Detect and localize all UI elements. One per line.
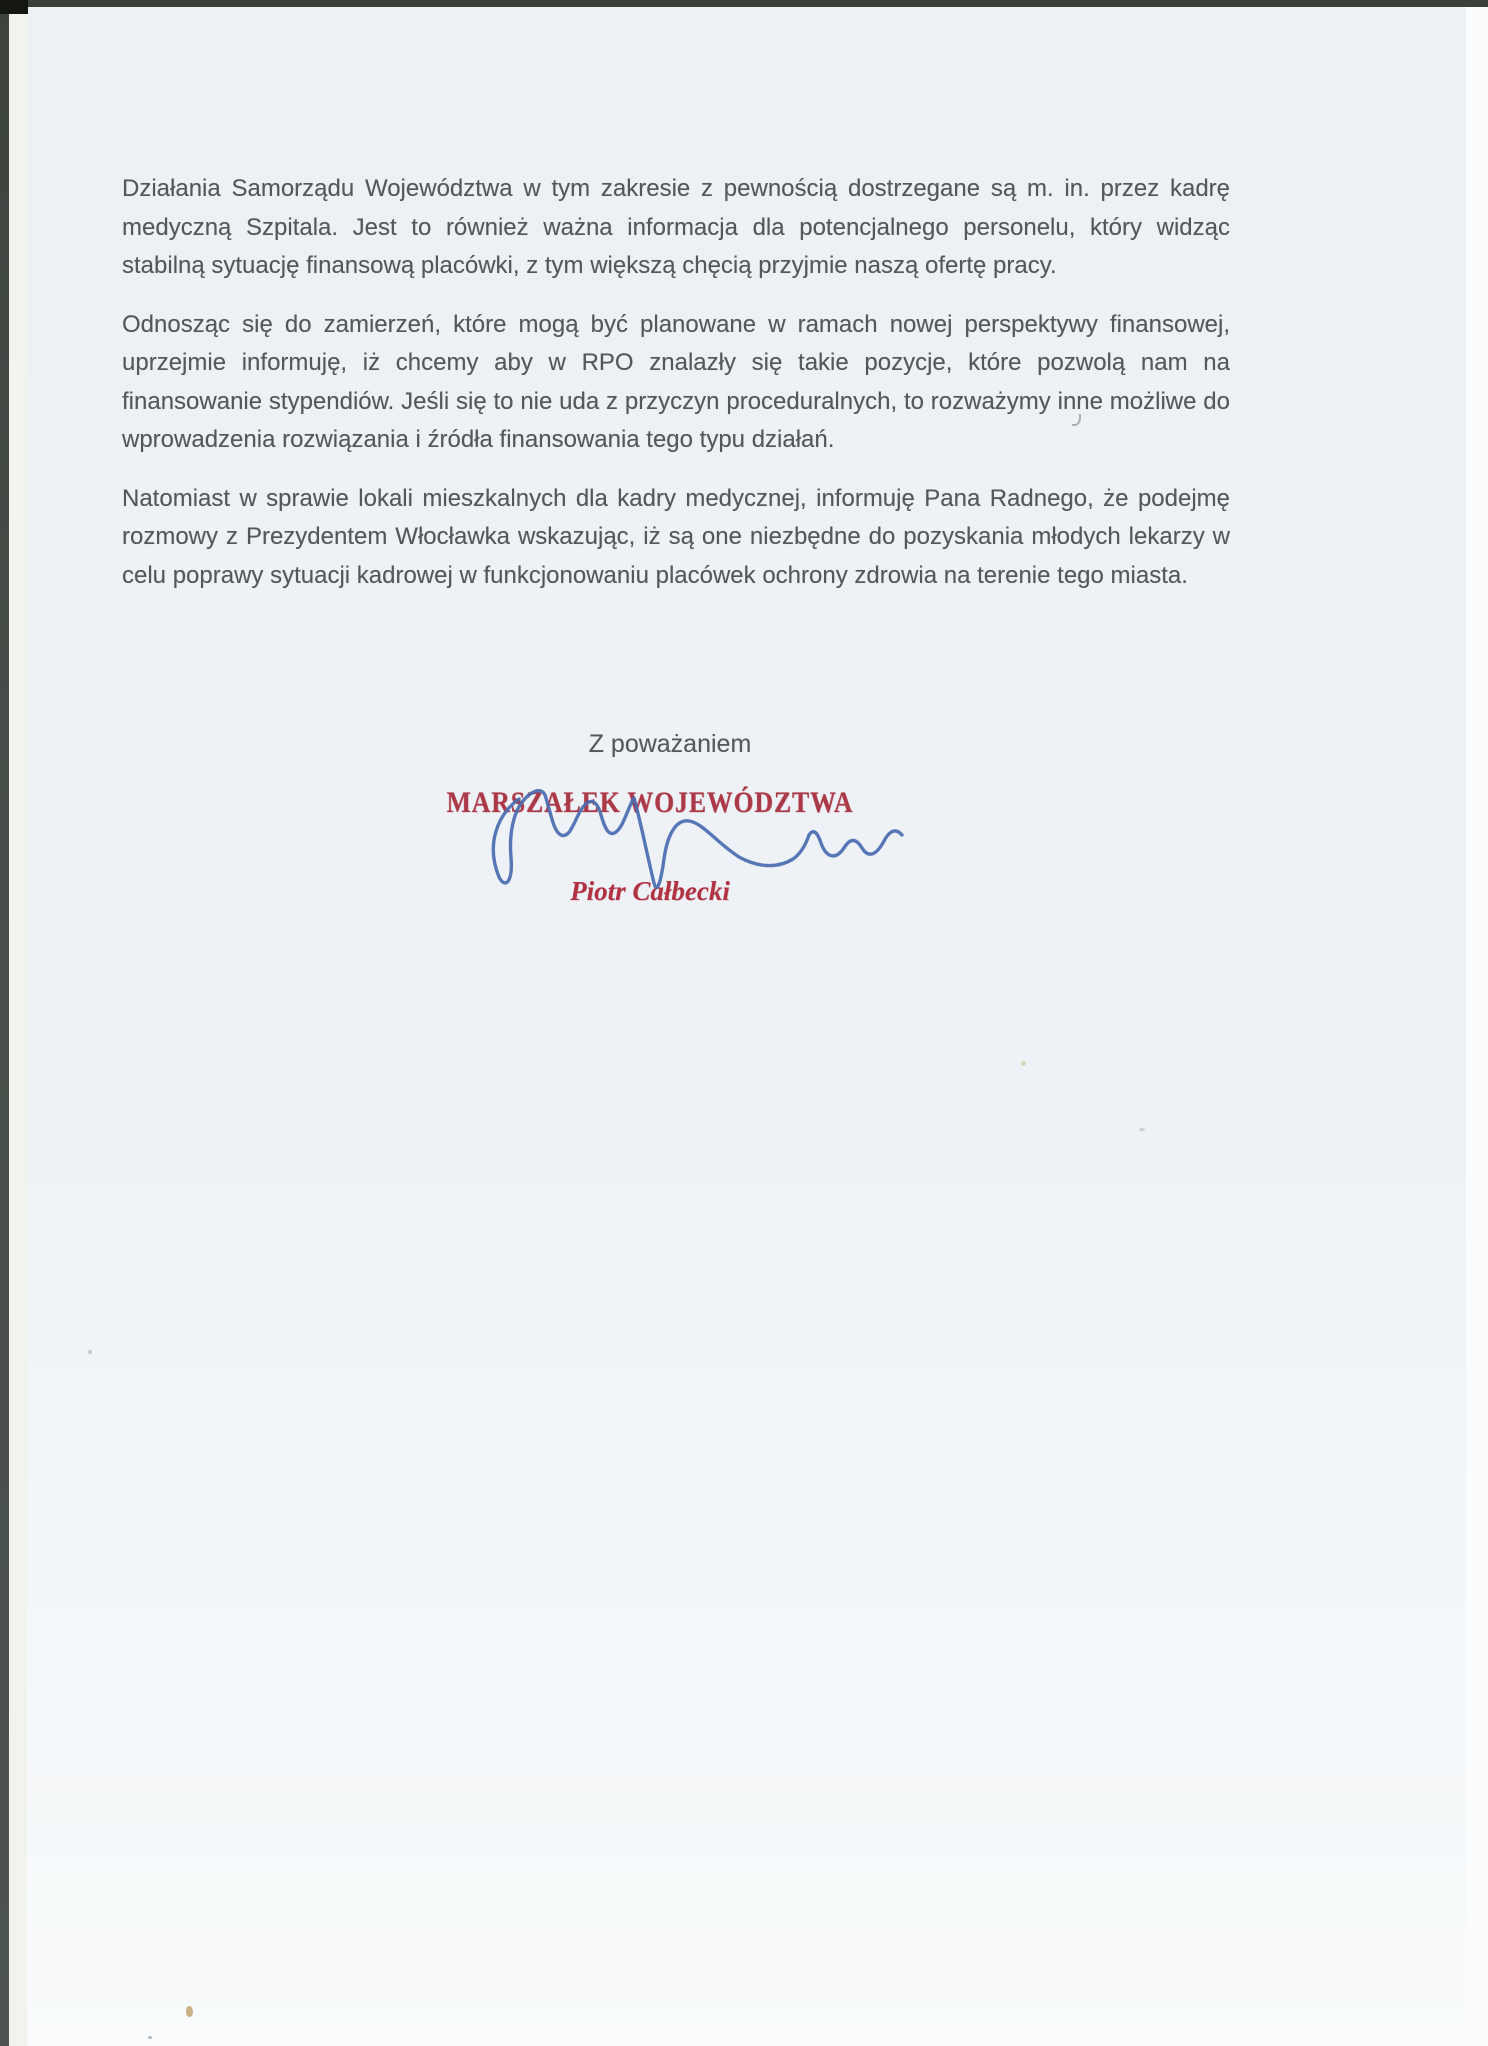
scan-right-edge bbox=[1466, 6, 1488, 2046]
body-paragraph: Działania Samorządu Województwa w tym zakresie z pewnością dostrzegane są m. in. przez kadrę medyczną Szpitala. Jest to również ważna informacja dla potencjalnego personelu, który widząc stabilną sytuację finansową placówki, z tym większą chęcią przyjmie naszą ofertę pracy. bbox=[122, 175, 1230, 279]
body-paragraph: Odnosząc się do zamierzeń, które mogą być planowane w ramach nowej perspektywy finansowej, uprzejmie informuję, iż chcemy aby w RPO znalazły się takie pozycje, które pozwolą nam na finansowanie stypendiów. Jeśli się to nie uda z przyczyn proceduralnych, to rozważymy inne możliwe do wprowadzenia rozwiązania i źródła finansowania tego typu działań. bbox=[122, 310, 1230, 453]
scan-speck bbox=[186, 2006, 193, 2017]
closing-phrase: Z poważaniem bbox=[588, 730, 752, 758]
letter-body bbox=[122, 170, 1230, 615]
scan-left-shadow bbox=[0, 0, 9, 2046]
scan-corner-mark bbox=[0, 0, 28, 14]
body-paragraph: Natomiast w sprawie lokali mieszkalnych dla kadry medycznej, informuję Pana Radnego, że podejmę rozmowy z Prezydentem Włocławka wskazując, iż są one niezbędne do pozyskania młodych lekarzy w celu poprawy sytuacji kadrowej w funkcjonowaniu placówek ochrony zdrowia na terenie tego miasta. bbox=[122, 484, 1230, 589]
scan-speck bbox=[1139, 1128, 1145, 1131]
paper-left-edge bbox=[9, 13, 27, 2046]
official-stamp-title: MARSZAŁEK WOJEWÓDZTWA bbox=[446, 786, 854, 819]
handwritten-signature-ink bbox=[455, 785, 925, 910]
scan-top-shadow bbox=[0, 0, 1488, 7]
signature-block bbox=[340, 730, 1000, 920]
scan-speck bbox=[1021, 1061, 1026, 1066]
scan-speck bbox=[88, 1350, 92, 1354]
scan-speck bbox=[148, 2036, 152, 2039]
signer-name: Piotr Całbecki bbox=[570, 876, 730, 906]
